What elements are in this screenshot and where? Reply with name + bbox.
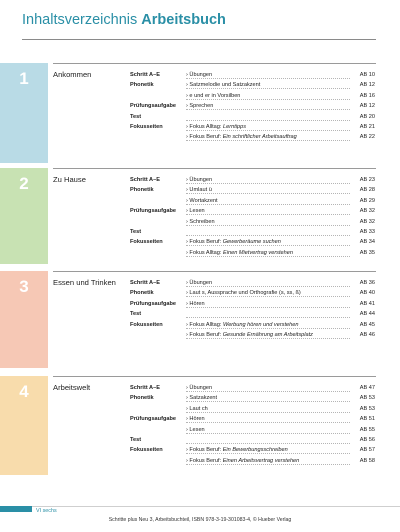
toc-category: Test — [130, 311, 142, 318]
toc-entry-text: Übungen — [189, 72, 213, 78]
dotted-leader — [186, 109, 350, 110]
chapter-number: 1 — [19, 69, 29, 88]
toc-row[interactable] — [0, 72, 400, 82]
dotted-leader — [186, 225, 350, 226]
chapter-divider — [53, 376, 376, 377]
bullet-marker: › — [186, 457, 190, 464]
toc-category: Test — [130, 113, 142, 120]
dotted-leader — [186, 88, 350, 89]
bullet-marker: › — [186, 72, 190, 78]
toc-entry-text: Übungen — [189, 177, 213, 183]
toc-page-ref: AB 47 — [359, 385, 375, 391]
chapter-title: Essen und Trinken — [53, 278, 116, 287]
imprint: Schritte plus Neu 3, Arbeitsbuchteil, ISBN 978-3-19-301083-4, © Hueber Verlag — [108, 517, 292, 523]
dotted-leader — [186, 256, 350, 257]
toc-page-ref: AB 36 — [359, 280, 375, 286]
toc-category: Schritt A–E — [130, 280, 160, 286]
toc-page-ref: AB 46 — [359, 332, 375, 338]
toc-category: Prüfungsaufgabe — [130, 208, 176, 215]
toc-entry-text: Fokus Beruf: — [189, 134, 223, 141]
toc-category: Test — [130, 437, 142, 443]
toc-category: Fokusseiten — [130, 239, 163, 246]
toc-row[interactable] — [0, 250, 400, 260]
dotted-leader — [186, 286, 350, 287]
chapter-section — [0, 63, 400, 163]
bullet-marker: › — [186, 321, 190, 328]
toc-page-ref: AB 45 — [359, 321, 375, 328]
toc-page-ref: AB 12 — [359, 82, 375, 89]
toc-entry-text: Fokus Alltag: — [189, 249, 224, 256]
toc-entry-text: Fokus Alltag: — [189, 321, 224, 328]
toc-page-ref: AB 23 — [359, 177, 375, 183]
toc-entry — [186, 385, 212, 391]
toc-row[interactable] — [0, 406, 400, 416]
footer-accent-tab — [0, 506, 32, 512]
toc-page-ref: AB 34 — [359, 239, 375, 246]
toc-entry-text: Fokus Beruf: — [189, 457, 223, 464]
toc-row[interactable] — [0, 93, 400, 103]
toc-entry — [186, 124, 246, 130]
toc-row[interactable] — [0, 208, 400, 218]
toc-row[interactable] — [0, 427, 400, 437]
chapter-number: 2 — [19, 174, 29, 193]
toc-category: Prüfungsaufgabe — [130, 416, 176, 423]
toc-entry-text: Umlaut ü — [189, 187, 212, 194]
chapter-section — [0, 168, 400, 264]
dotted-leader — [186, 78, 350, 79]
toc-entry — [186, 427, 205, 433]
toc-page-ref: AB 51 — [359, 416, 375, 423]
toc-category: Phonetik — [130, 395, 154, 402]
dotted-leader — [186, 140, 350, 141]
toc-page-ref: AB 32 — [359, 208, 375, 215]
toc-entry-topic: Ein Bewerbungsschreiben — [222, 447, 288, 454]
toc-page-ref: AB 53 — [359, 405, 375, 412]
toc-entry-topic: Ein schriftlicher Arbeitsauftrag — [222, 134, 297, 141]
toc-row[interactable] — [0, 229, 400, 239]
toc-entry-text: Satzmelodie und Satzakzent — [189, 82, 261, 89]
bullet-marker: › — [186, 208, 190, 215]
toc-entry — [186, 219, 215, 225]
dotted-leader — [186, 328, 350, 329]
toc-entry — [186, 301, 205, 307]
dotted-leader — [186, 235, 350, 236]
toc-row[interactable] — [0, 134, 400, 144]
toc-row[interactable] — [0, 103, 400, 113]
toc-page-ref: AB 58 — [359, 457, 375, 464]
toc-entry — [186, 93, 240, 99]
toc-entry-text: Übungen — [189, 385, 213, 391]
toc-row[interactable] — [0, 416, 400, 426]
toc-entry-text: Schreiben — [189, 218, 215, 225]
toc-entry-text: Satzakzent — [189, 395, 218, 402]
toc-entry — [186, 198, 218, 204]
dotted-leader — [186, 99, 350, 100]
dotted-leader — [186, 130, 350, 131]
toc-category: Schritt A–E — [130, 385, 160, 391]
toc-entry-text: Hören — [189, 300, 205, 307]
chapter-title: Arbeitswelt — [53, 383, 91, 392]
bullet-marker: › — [186, 239, 190, 246]
dotted-leader — [186, 453, 350, 454]
toc-entry-topic: Einen Mietvertrag verstehen — [223, 249, 293, 256]
toc-category: Prüfungsaufgabe — [130, 300, 176, 307]
bullet-marker: › — [186, 300, 190, 307]
toc-entry-topic: Lerntipps — [223, 124, 247, 130]
toc-entry-topic: Gesunde Ernährung am Arbeitsplatz — [222, 332, 313, 338]
toc-entry-text: e und er in Vorsilben — [189, 92, 241, 99]
toc-page-ref: AB 32 — [359, 218, 375, 225]
chapter-title: Ankommen — [53, 70, 92, 79]
toc-page-ref: AB 53 — [359, 395, 375, 402]
toc-page-ref: AB 41 — [359, 300, 375, 307]
toc-entry-text: Übungen — [189, 280, 213, 286]
toc-entry — [186, 82, 260, 88]
toc-row[interactable] — [0, 447, 400, 457]
toc-page-ref: AB 56 — [359, 437, 375, 443]
toc-row[interactable] — [0, 198, 400, 208]
toc-entry-text: Laut s, Aussprache und Orthografie (s, ss, ß) — [189, 290, 301, 297]
dotted-leader — [186, 391, 350, 392]
toc-entry-text: Hören — [189, 416, 205, 423]
toc-entry — [186, 458, 299, 464]
toc-category: Schritt A–E — [130, 72, 160, 78]
toc-entry-topic: Werbung hören und verstehen — [223, 321, 299, 328]
toc-page-ref: AB 35 — [359, 249, 375, 256]
toc-row[interactable] — [0, 395, 400, 405]
chapter-number: 3 — [19, 277, 29, 296]
toc-row[interactable] — [0, 385, 400, 395]
chapter-divider — [53, 271, 376, 272]
bullet-marker: › — [186, 416, 190, 423]
toc-category: Phonetik — [130, 290, 154, 297]
dotted-leader — [186, 245, 350, 246]
dotted-leader — [186, 338, 350, 339]
toc-entry-text: Fokus Beruf: — [189, 332, 223, 338]
toc-entry-text: Lesen — [189, 426, 205, 433]
dotted-leader — [186, 296, 350, 297]
toc-category: Fokusseiten — [130, 124, 163, 130]
toc-entry-text: Fokus Beruf: — [189, 447, 223, 454]
toc-entry — [186, 290, 301, 296]
toc-entry — [186, 280, 212, 286]
toc-entry — [186, 239, 281, 245]
toc-page-ref: AB 22 — [359, 134, 375, 141]
toc-entry — [186, 103, 213, 109]
toc-entry-topic: Gewerberäume suchen — [222, 239, 281, 246]
toc-entry — [186, 177, 212, 183]
dotted-leader — [186, 317, 350, 318]
toc-page-ref: AB 29 — [359, 197, 375, 204]
page-title-light: Inhaltsverzeichnis — [22, 12, 138, 28]
toc-entry — [186, 134, 297, 140]
bullet-marker: › — [186, 405, 190, 412]
toc-row[interactable] — [0, 187, 400, 197]
toc-row[interactable] — [0, 311, 400, 321]
toc-page-ref: AB 10 — [359, 72, 375, 78]
toc-row[interactable] — [0, 322, 400, 332]
toc-entry-text: Fokus Beruf: — [189, 239, 223, 246]
toc-row[interactable] — [0, 332, 400, 342]
dotted-leader — [186, 412, 350, 413]
toc-entry-topic: Einen Arbeitsvertrag verstehen — [222, 457, 300, 464]
toc-page-ref: AB 40 — [359, 290, 375, 297]
toc-entry-text: Lesen — [189, 208, 205, 215]
toc-entry — [186, 332, 313, 338]
toc-row[interactable] — [0, 124, 400, 134]
dotted-leader — [186, 422, 350, 423]
toc-row[interactable] — [0, 301, 400, 311]
chapter-section — [0, 271, 400, 368]
toc-row[interactable] — [0, 239, 400, 249]
dotted-leader — [186, 204, 350, 205]
toc-row[interactable] — [0, 177, 400, 187]
toc-page-ref: AB 20 — [359, 113, 375, 120]
dotted-leader — [186, 120, 350, 121]
bullet-marker: › — [186, 290, 190, 297]
toc-row[interactable] — [0, 290, 400, 300]
bullet-marker: › — [186, 426, 190, 433]
footer-divider — [0, 506, 400, 507]
toc-category: Schritt A–E — [130, 177, 160, 183]
toc-category: Phonetik — [130, 82, 154, 89]
toc-page-ref: AB 33 — [359, 229, 375, 235]
toc-category: Phonetik — [130, 187, 154, 194]
chapter-number: 4 — [19, 382, 29, 401]
toc-entry — [186, 416, 205, 422]
bullet-marker: › — [186, 218, 190, 225]
toc-page-ref: AB 55 — [359, 426, 375, 433]
bullet-marker: › — [186, 134, 190, 141]
toc-row[interactable] — [0, 280, 400, 290]
page-title-bold: Arbeitsbuch — [141, 12, 226, 28]
toc-entry — [186, 406, 208, 412]
toc-category: Fokusseiten — [130, 321, 163, 328]
toc-row[interactable] — [0, 114, 400, 124]
dotted-leader — [186, 193, 350, 194]
bullet-marker: › — [186, 177, 190, 183]
toc-entry — [186, 395, 217, 401]
toc-entry — [186, 447, 288, 453]
bullet-marker: › — [186, 124, 190, 130]
chapter-divider — [53, 168, 376, 169]
toc-page-ref: AB 16 — [359, 92, 375, 99]
toc-page-ref: AB 12 — [359, 103, 375, 110]
toc-entry-text: Sprechen — [189, 103, 214, 110]
toc-page-ref: AB 28 — [359, 187, 375, 194]
toc-entry-text: Wortakzent — [189, 197, 218, 204]
bullet-marker: › — [186, 103, 190, 110]
bullet-marker: › — [186, 447, 190, 454]
bullet-marker: › — [186, 385, 190, 391]
toc-row[interactable] — [0, 82, 400, 92]
bullet-marker: › — [186, 280, 190, 286]
chapter-section — [0, 376, 400, 475]
dotted-leader — [186, 464, 350, 465]
dotted-leader — [186, 214, 350, 215]
toc-page-ref: AB 21 — [359, 124, 375, 130]
bullet-marker: › — [186, 395, 190, 402]
bullet-marker: › — [186, 249, 190, 256]
toc-row[interactable] — [0, 437, 400, 447]
toc-entry — [186, 322, 298, 328]
bullet-marker: › — [186, 197, 190, 204]
dotted-leader — [186, 183, 350, 184]
toc-page-ref: AB 57 — [359, 447, 375, 454]
dotted-leader — [186, 307, 350, 308]
toc-entry — [186, 208, 205, 214]
bullet-marker: › — [186, 187, 190, 194]
toc-entry — [186, 72, 212, 78]
toc-entry — [186, 187, 212, 193]
page-number: VI sechs — [36, 508, 57, 514]
toc-category: Test — [130, 229, 142, 235]
toc-row[interactable] — [0, 458, 400, 468]
toc-category: Fokusseiten — [130, 447, 163, 454]
chapter-divider — [53, 63, 376, 64]
chapter-title: Zu Hause — [53, 175, 86, 184]
toc-entry-text: Laut ch — [189, 405, 208, 412]
toc-entry-text: Fokus Alltag: — [189, 124, 224, 130]
bullet-marker: › — [186, 332, 190, 338]
dotted-leader — [186, 401, 350, 402]
bullet-marker: › — [186, 82, 190, 89]
toc-page-ref: AB 44 — [359, 311, 375, 318]
title-divider — [22, 39, 376, 40]
dotted-leader — [186, 433, 350, 434]
bullet-marker: › — [186, 92, 190, 99]
toc-category: Prüfungsaufgabe — [130, 103, 176, 110]
toc-row[interactable] — [0, 219, 400, 229]
page-title — [22, 12, 226, 28]
dotted-leader — [186, 443, 350, 444]
toc-entry — [186, 250, 293, 256]
